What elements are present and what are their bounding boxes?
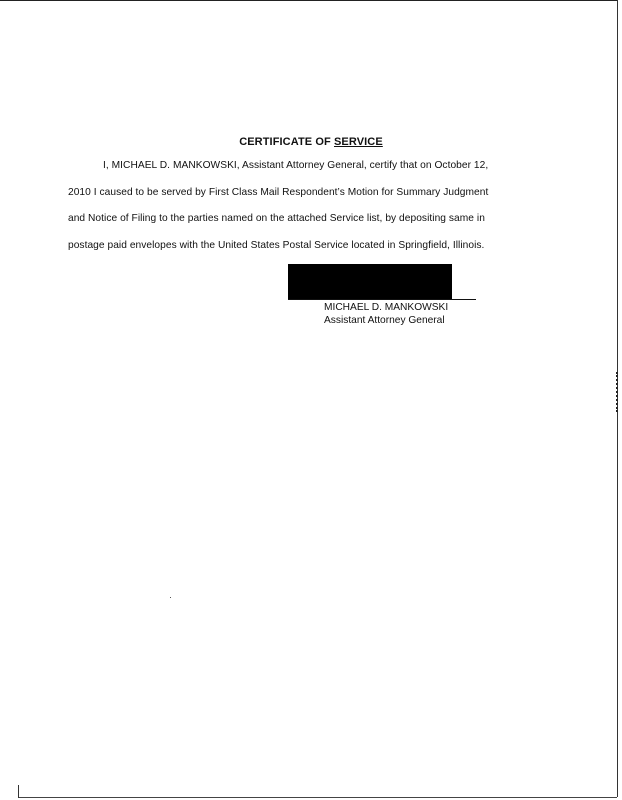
signatory-name: MICHAEL D. MANKOWSKI [324,302,449,313]
scan-edge-left-mark [18,785,19,798]
body-line-1: I, MICHAEL D. MANKOWSKI, Assistant Attorney General, certify that on October 12, [103,160,489,171]
title-underlined: SERVICE [334,136,383,148]
signatory-title: Assistant Attorney General [324,315,445,326]
body-line-2: 2010 I caused to be served by First Class Mail Respondent’s Motion for Summary Judgment [68,187,489,198]
document-title [0,136,622,148]
signature-line [288,299,476,300]
scan-artifact-ticks [616,372,621,412]
scan-edge-bottom [18,797,617,798]
body-line-4: postage paid envelopes with the United States Postal Service located in Springfield, Illinois. [68,240,485,251]
redacted-signature [288,264,452,300]
title-prefix: CERTIFICATE OF [239,136,334,148]
body-line-3: and Notice of Filing to the parties named on the attached Service list, by depositing same in [68,213,485,224]
scan-edge-top [0,0,617,1]
scan-speck [170,597,171,598]
